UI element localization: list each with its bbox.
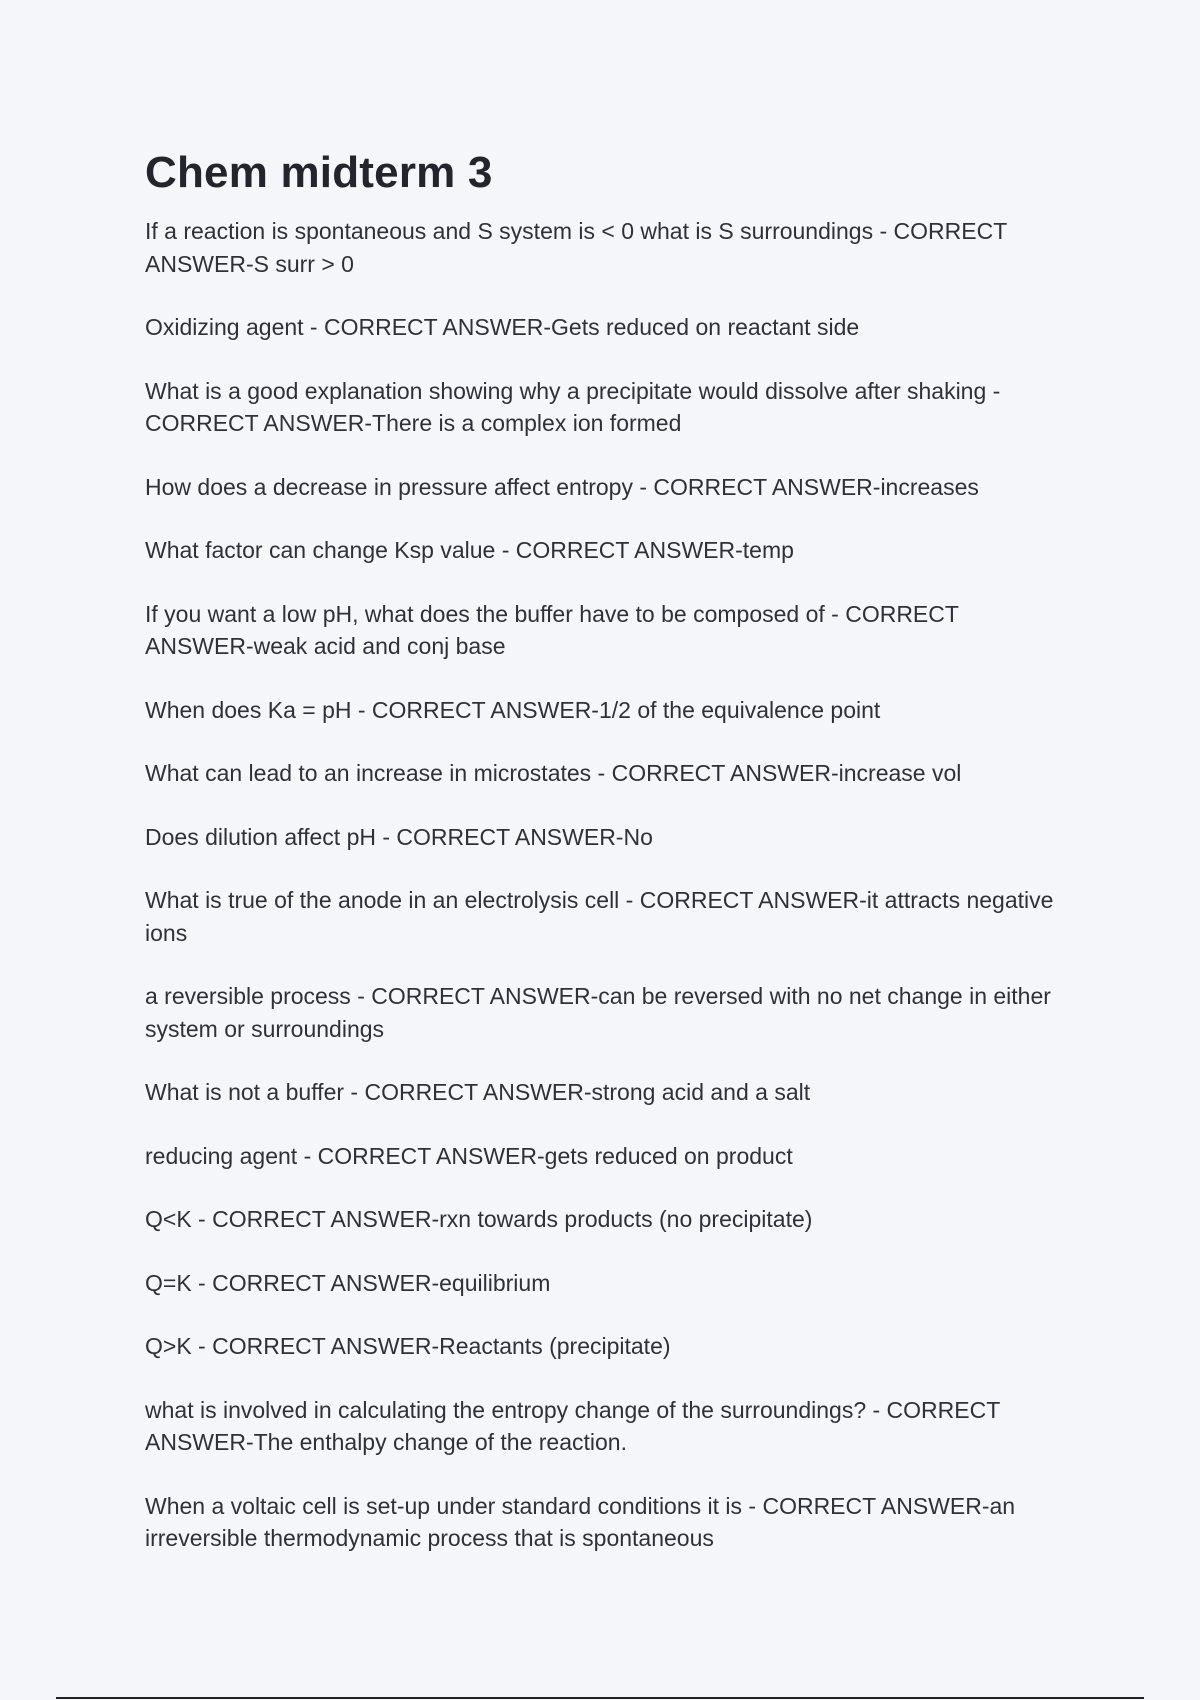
qa-entry: When a voltaic cell is set-up under standard conditions it is - CORRECT ANSWER-an irreversible thermodynamic process that is spontaneous	[145, 1492, 1016, 1551]
qa-entry: Q>K - CORRECT ANSWER-Reactants (precipitate)	[145, 1333, 671, 1359]
qa-entry: a reversible process - CORRECT ANSWER-can be reversed with no net change in either system or surroundings	[145, 983, 1051, 1042]
qa-entry: What can lead to an increase in microstates - CORRECT ANSWER-increase vol	[145, 760, 962, 786]
qa-entry: If a reaction is spontaneous and S system is < 0 what is S surroundings - CORRECT ANSWER-S surr > 0	[145, 218, 1007, 277]
qa-entry: What is true of the anode in an electrolysis cell - CORRECT ANSWER-it attracts negative ions	[145, 887, 1054, 946]
qa-entry: How does a decrease in pressure affect entropy - CORRECT ANSWER-increases	[145, 473, 979, 500]
qa-entry: Q=K - CORRECT ANSWER-equilibrium	[145, 1269, 551, 1296]
qa-entry: When does Ka = pH - CORRECT ANSWER-1/2 of the equivalence point	[145, 696, 881, 723]
qa-entry: What is a good explanation showing why a precipitate would dissolve after shaking - CORRECT ANSWER-There is a complex ion formed	[145, 377, 1001, 436]
qa-entry: reducing agent - CORRECT ANSWER-gets reduced on product	[145, 1142, 793, 1169]
qa-entry: Does dilution affect pH - CORRECT ANSWER-No	[145, 823, 653, 850]
qa-entry: Oxidizing agent - CORRECT ANSWER-Gets reduced on reactant side	[145, 314, 860, 340]
qa-entry: What factor can change Ksp value - CORRECT ANSWER-temp	[145, 537, 794, 563]
qa-entry: If you want a low pH, what does the buffer have to be composed of - CORRECT ANSWER-weak acid and conj base	[145, 600, 959, 659]
qa-entry: Q<K - CORRECT ANSWER-rxn towards products (no precipitate)	[145, 1206, 813, 1232]
page-title: Chem midterm 3	[145, 148, 493, 197]
document-content	[145, 145, 1065, 1555]
page-bottom-divider	[56, 1697, 1144, 1699]
qa-entry: What is not a buffer - CORRECT ANSWER-strong acid and a salt	[145, 1079, 811, 1105]
qa-entry: what is involved in calculating the entropy change of the surroundings? - CORRECT ANSWER-The enthalpy change of the reaction.	[145, 1396, 1000, 1455]
